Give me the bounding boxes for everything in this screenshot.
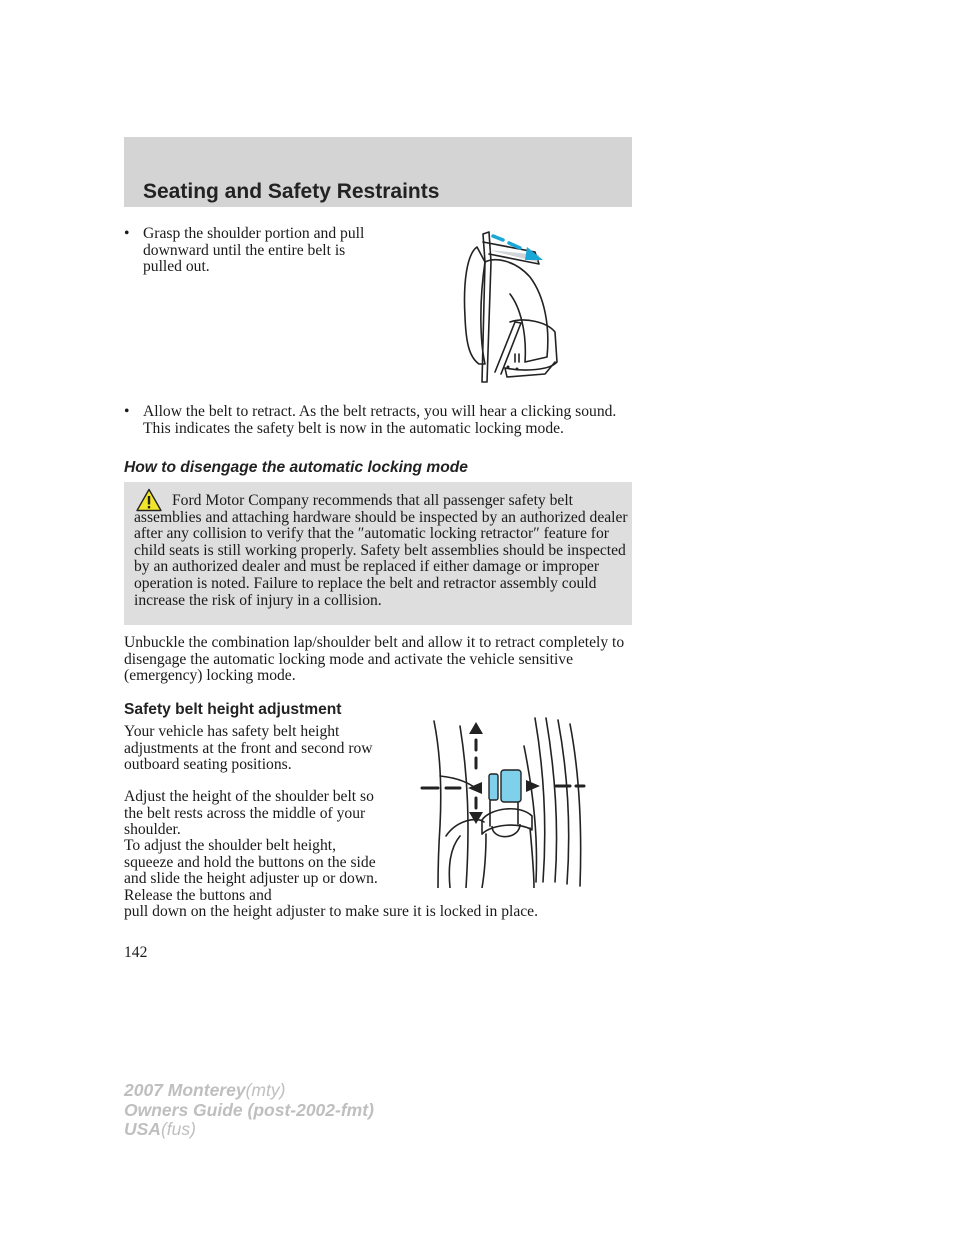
warning-body: Ford Motor Company recommends that all passenger safety belt assemblies and attaching hardware should be inspected by an authorized dealer after any collision to verify that the ″automatic locking retractor″ feature for child seats is still working properly. Safety belt assemblies should be inspected by an authorized dealer and must be replaced if either damage or improper operation is noted. Failure to replace the belt and retractor assembly could increase the risk of injury in a collision. <box>134 492 628 609</box>
height-adjuster-illustration <box>420 716 586 888</box>
footer-line-guide <box>124 1101 374 1121</box>
warning-text <box>134 493 628 609</box>
footer-region: USA <box>124 1119 161 1139</box>
footer-line-region <box>124 1120 374 1140</box>
paragraph-height-2: Adjust the height of the shoulder belt so the belt rests across the middle of your shoulder. <box>124 788 374 839</box>
bullet-item <box>124 226 374 276</box>
footer-guide: Owners Guide (post-2002-fmt) <box>124 1099 374 1120</box>
subheading-disengage: How to disengage the automatic locking mode <box>124 459 468 476</box>
footer-model: 2007 Monterey <box>124 1080 246 1100</box>
section-title: Seating and Safety Restraints <box>143 180 440 203</box>
bullet-item <box>124 404 630 437</box>
bullet-dot: • <box>124 225 130 242</box>
paragraph-height-3: To adjust the shoulder belt height, squeeze and hold the buttons on the side and slide the height adjuster up or down. Release the buttons and <box>124 837 378 904</box>
footer <box>124 1081 374 1140</box>
page-number: 142 <box>124 944 148 961</box>
seat-belt-pull-illustration <box>455 222 560 390</box>
bullet-text: Allow the belt to retract. As the belt retracts, you will hear a clicking sound. This indicates the safety belt is now in the automatic locking mode. <box>143 403 617 437</box>
footer-region-code: (fus) <box>160 1119 196 1139</box>
paragraph-height-1: Your vehicle has safety belt height adjustments at the front and second row outboard seating positions. <box>124 723 373 774</box>
paragraph-height-4: pull down on the height adjuster to make sure it is locked in place. <box>124 903 539 920</box>
footer-line-model <box>124 1081 374 1101</box>
subheading-height-adjustment: Safety belt height adjustment <box>124 701 342 718</box>
bullet-dot: • <box>124 403 130 420</box>
bullet-text: Grasp the shoulder portion and pull downward until the entire belt is pulled out. <box>143 225 365 276</box>
paragraph-unbuckle: Unbuckle the combination lap/shoulder belt and allow it to retract completely to disengage the automatic locking mode and activate the vehicle sensitive (emergency) locking mode. <box>124 634 625 685</box>
footer-model-code: (mty) <box>245 1080 286 1100</box>
